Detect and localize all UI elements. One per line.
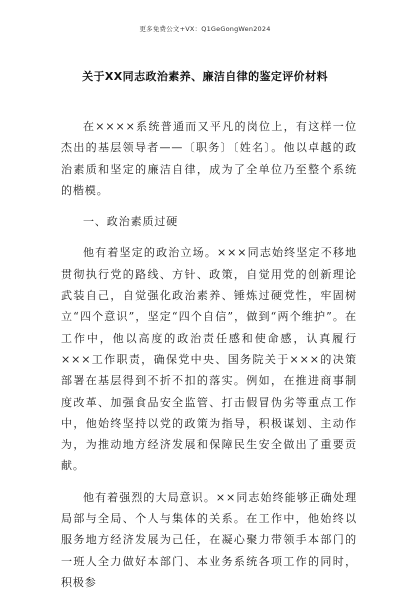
document-body xyxy=(61,116,357,603)
intro-paragraph: 在××××系统普通而又平凡的岗位上，有这样一位杰出的基层领导者——〔职务〕〔姓名〕。他以卓越的政治素质和坚定的廉洁自律，成为了全单位乃至整个系统的楷模。 xyxy=(61,120,357,197)
body-paragraph: 他有着坚定的政治立场。×××同志始终坚定不移地贯彻执行党的路线、方针、政策，自觉用党的创新理论武装自己，自觉强化政治素养、锤炼过硬党性，牢固树立“四个意识”，坚定“四个自信”，做到“两个维护”。在工作中，他以高度的政治责任感和使命感，认真履行×××工作职责，确保党中央、国务院关于×××的决策部署在基层得到不折不扣的落实。例如，在推进商事制度改革、加强食品安全监管、打击假冒伪劣等重点工作中，他始终坚持以党的政策为指导，积极谋划、主动作为，为推动地方经济发展和保障民生安全做出了重要贡献。 xyxy=(61,246,357,473)
body-paragraph: 他有着强烈的大局意识。××同志始终能够正确处理局部与全局、个人与集体的关系。在工作中，他始终以服务地方经济发展为己任，在凝心聚力带领手本部门的一班人全力做好本部门、本业务系统各项工作的同时，积极参 xyxy=(61,490,357,589)
section-heading: 一、政治素质过硬 xyxy=(83,215,179,229)
header-note: 更多免费公文+VX：Q1GeGongWen2024 xyxy=(139,25,271,33)
document-title: 关于XX同志政治素养、廉洁自律的鉴定评价材料 xyxy=(82,70,328,83)
